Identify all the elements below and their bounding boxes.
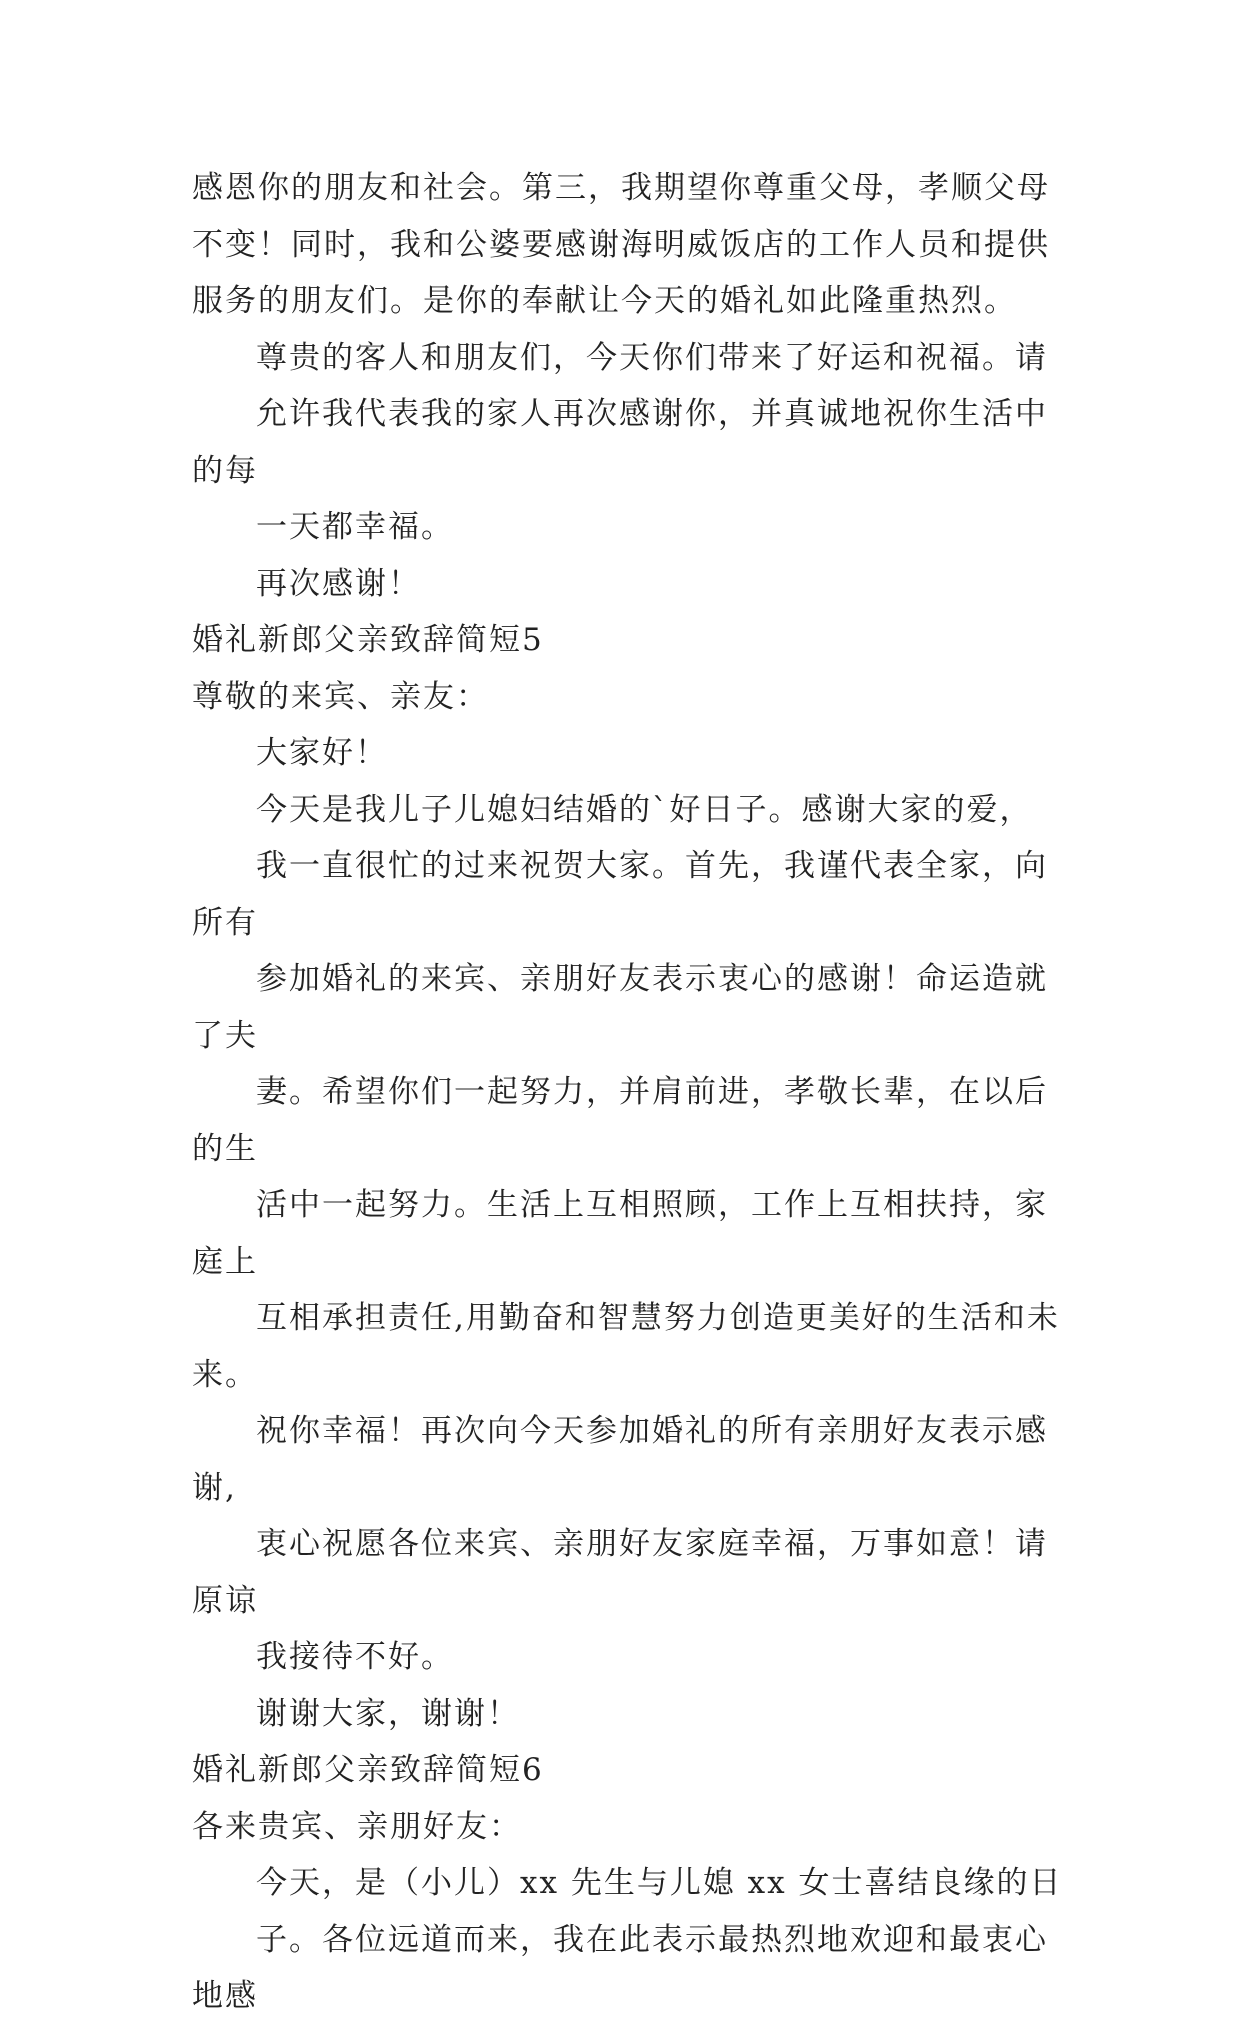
text-line: 再次感谢！ bbox=[256, 565, 421, 602]
text-line: 今天是我儿子儿媳妇结婚的`好日子。感谢大家的爱， bbox=[256, 791, 1033, 828]
text-line: 子。各位远道而来，我在此表示最热烈地欢迎和最衷心地感 bbox=[192, 1921, 1048, 2014]
text-line: 尊贵的客人和朋友们，今天你们带来了好运和祝福。请 bbox=[256, 339, 1048, 376]
paragraph bbox=[192, 1686, 1072, 1743]
text-line: 互相承担责任,用勤奋和智慧努力创造更美好的生活和未来。 bbox=[192, 1300, 1060, 1393]
paragraph bbox=[192, 556, 1072, 613]
text-line: 感恩你的朋友和社会。第三，我期望你尊重父母，孝顺父母 bbox=[192, 170, 1050, 206]
paragraph bbox=[192, 1855, 1072, 2025]
paragraph bbox=[192, 725, 1072, 782]
paragraph bbox=[192, 1799, 1072, 1856]
text-line: 尊敬的来宾、亲友： bbox=[192, 678, 489, 715]
text-line: 谢谢大家，谢谢！ bbox=[256, 1695, 520, 1732]
paragraph bbox=[192, 330, 1072, 556]
paragraph bbox=[192, 160, 1072, 330]
text-line: 祝你幸福！再次向今天参加婚礼的所有亲朋好友表示感谢, bbox=[192, 1413, 1048, 1506]
paragraph bbox=[192, 669, 1072, 726]
paragraph bbox=[192, 782, 1072, 1686]
document-body bbox=[192, 160, 1072, 2025]
text-line: 一天都幸福。 bbox=[256, 509, 454, 545]
section-heading bbox=[192, 1742, 1072, 1799]
text-line: 服务的朋友们。是你的奉献让今天的婚礼如此隆重热烈。 bbox=[192, 283, 1017, 319]
text-line: 各来贵宾、亲朋好友： bbox=[192, 1808, 522, 1845]
text-line: 我接待不好。 bbox=[256, 1639, 454, 1675]
text-line: 活中一起努力。生活上互相照顾，工作上互相扶持，家庭上 bbox=[192, 1187, 1048, 1280]
text-line: 今天，是（小儿）xx 先生与儿媳 xx 女士喜结良缘的日 bbox=[256, 1865, 1063, 1901]
text-line: 参加婚礼的来宾、亲朋好友表示衷心的感谢！命运造就了夫 bbox=[192, 961, 1048, 1054]
text-line: 不变！同时，我和公婆要感谢海明威饭店的工作人员和提供 bbox=[192, 226, 1050, 263]
text-line: 婚礼新郎父亲致辞简短5 bbox=[192, 622, 544, 658]
text-line: 大家好！ bbox=[256, 735, 388, 771]
text-line: 允许我代表我的家人再次感谢你，并真诚地祝你生活中的每 bbox=[192, 396, 1048, 489]
text-line: 妻。希望你们一起努力，并肩前进，孝敬长辈，在以后的生 bbox=[192, 1074, 1048, 1167]
text-line: 衷心祝愿各位来宾、亲朋好友家庭幸福，万事如意！请原谅 bbox=[192, 1526, 1048, 1619]
text-line: 我一直很忙的过来祝贺大家。首先，我谨代表全家，向所有 bbox=[192, 848, 1048, 941]
text-line: 婚礼新郎父亲致辞简短6 bbox=[192, 1752, 544, 1788]
section-heading bbox=[192, 612, 1072, 669]
